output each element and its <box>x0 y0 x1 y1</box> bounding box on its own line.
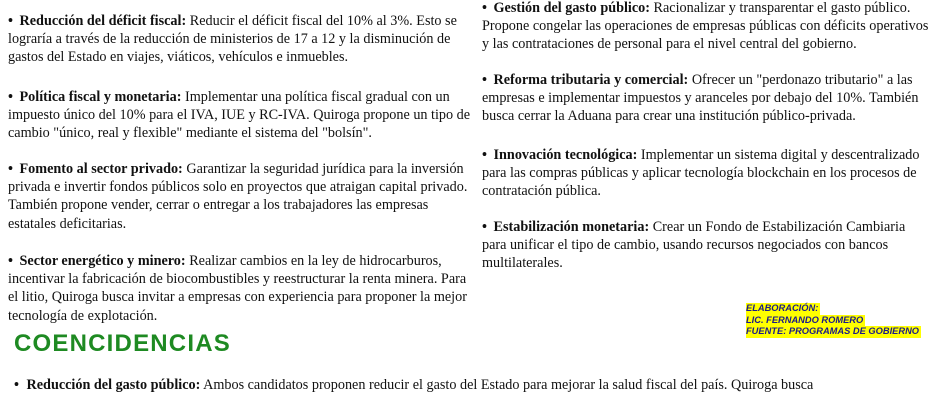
credit-author: LIC. FERNANDO ROMERO <box>746 314 864 325</box>
proposal-item <box>8 88 476 143</box>
proposal-text: Garantizar la seguridad jurídica para la inversión privada e invertir fondos públicos solo en proyectos que atraigan capital privado. También propone vender, cerrar o entregar a los trabajadores las empresas estatales deficitarias. <box>8 161 468 232</box>
bullet-icon: • <box>482 72 487 88</box>
proposal-text: Implementar un sistema digital y descentralizado para las compras públicas y aplicar tecnología blockchain en los procesos de contratación pública. <box>482 147 920 200</box>
proposal-item <box>482 0 932 54</box>
proposal-title: Innovación tecnológica: <box>493 147 638 163</box>
bullet-icon: • <box>482 219 487 235</box>
proposal-text: Racionalizar y transparentar el gasto público. Propone congelar las operaciones de empresas públicas con déficits operativos y las contrataciones de personal para el nivel central del gobierno. <box>482 0 929 53</box>
proposal-title: Estabilización monetaria: <box>493 219 650 235</box>
credit-label: ELABORACIÓN: <box>746 303 819 313</box>
bullet-icon: • <box>482 0 487 16</box>
bullet-icon: • <box>8 253 13 269</box>
proposal-item <box>8 252 476 325</box>
credit-source: FUENTE: PROGRAMAS DE GOBIERNO <box>746 326 920 336</box>
proposal-text: Realizar cambios en la ley de hidrocarburos, incentivar la fabricación de biocombustibles y reestructurar la renta minera. Para el litio, Quiroga busca invitar a empresas con experiencia para proponer la mejor tecnología de explotación. <box>8 253 467 324</box>
proposal-title: Política fiscal y monetaria: <box>19 89 182 105</box>
proposal-item <box>482 218 932 273</box>
proposal-item <box>8 160 476 233</box>
coincidence-item <box>14 376 940 394</box>
coincidence-text: Ambos candidatos proponen reducir el gasto del Estado para mejorar la salud fiscal del país. Quiroga busca <box>203 377 814 393</box>
bullet-icon: • <box>8 89 13 105</box>
proposal-item <box>482 146 932 201</box>
proposal-title: Fomento al sector privado: <box>19 161 183 177</box>
bullet-icon: • <box>8 161 13 177</box>
proposal-item <box>482 71 932 126</box>
bullet-icon: • <box>482 147 487 163</box>
proposal-title: Sector energético y minero: <box>19 253 186 269</box>
proposal-title: Reducción del déficit fiscal: <box>19 13 187 29</box>
bullet-icon: • <box>8 13 13 29</box>
proposal-title: Reforma tributaria y comercial: <box>493 72 689 88</box>
coincidence-title: Reducción del gasto público: <box>26 377 201 393</box>
proposal-text: Implementar una política fiscal gradual con un impuesto único del 10% para el IVA, IUE y RC-IVA. Quiroga propone un tipo de cambio "único, real y flexible" mediante el sistema del "bolsín". <box>8 89 471 142</box>
credit-note <box>746 303 921 338</box>
proposal-text: Ofrecer un "perdonazo tributario" a las empresas e implementar impuestos y aranceles por debajo del 10%. También busca cerrar la Aduana para crear una institución público-privada. <box>482 72 919 125</box>
proposal-title: Gestión del gasto público: <box>493 0 650 16</box>
proposal-item <box>8 12 476 67</box>
bullet-icon: • <box>14 377 19 393</box>
proposal-text: Reducir el déficit fiscal del 10% al 3%. Esto se lograría a través de la reducción de ministerios de 17 a 12 y la disminución de gastos del Estado en viajes, viáticos, vehículos e inmuebles. <box>8 13 457 66</box>
section-title: COENCIDENCIAS <box>14 330 231 357</box>
proposal-text: Crear un Fondo de Estabilización Cambiaria para unificar el tipo de cambio, usando recursos negociados con bancos multilaterales. <box>482 219 906 272</box>
